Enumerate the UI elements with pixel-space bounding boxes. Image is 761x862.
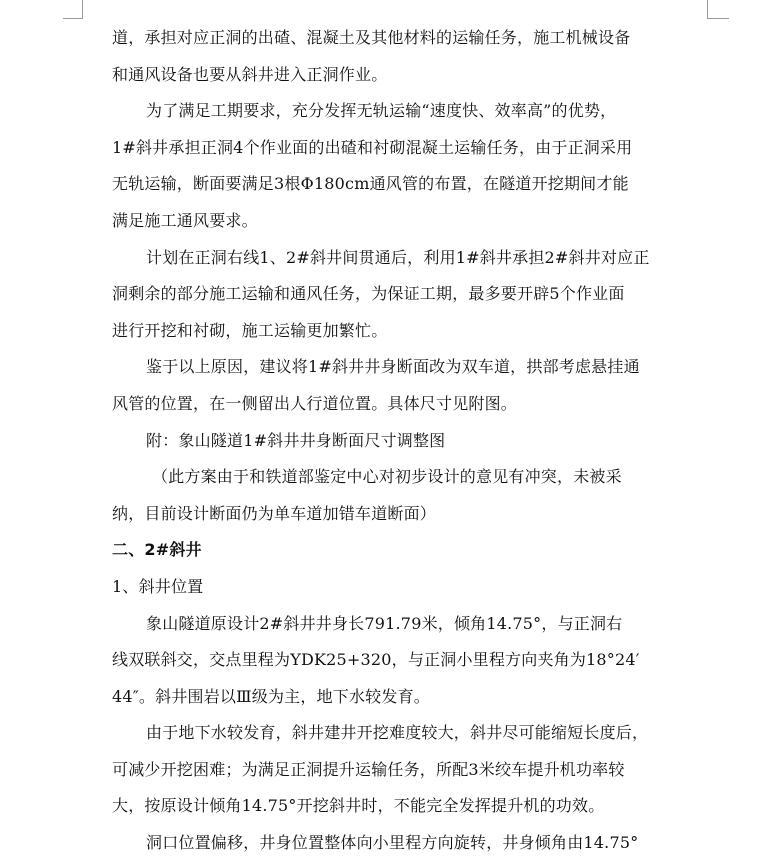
text-line: 洞剩余的部分施工运输和通风任务，为保证工期，最多要开辟5个作业面 [112, 284, 625, 304]
text-line: 计划在正洞右线1、2#斜井间贯通后，利用1#斜井承担2#斜井对应正 [146, 247, 650, 267]
text-line: 附：象山隧道1#斜井井身断面尺寸调整图 [146, 430, 446, 450]
section-heading: 二、2#斜井 [112, 540, 202, 560]
text-line: （此方案由于和铁道部鉴定中心对初步设计的意见有冲突，未被采 [152, 467, 622, 487]
crop-mark-top-right-vertical [707, 0, 708, 18]
text-line: 无轨运输，断面要满足3根Φ180cm通风管的布置，在隧道开挖期间才能 [112, 174, 629, 194]
text-line: 线双联斜交，交点里程为YDK25+320，与正洞小里程方向夹角为18°24′ [112, 650, 640, 670]
text-line: 44″。斜井围岩以Ⅲ级为主，地下水较发育。 [112, 686, 430, 706]
text-line: 和通风设备也要从斜井进入正洞作业。 [112, 64, 388, 84]
text-line: 1、斜井位置 [112, 576, 204, 596]
text-line: 由于地下水较发育，斜井建井开挖难度较大，斜井尽可能缩短长度后， [146, 723, 649, 743]
text-line: 纳，目前设计断面仍为单车道加错车道断面） [112, 503, 437, 523]
text-line: 风管的位置，在一侧留出人行道位置。具体尺寸见附图。 [112, 393, 518, 413]
text-line: 象山隧道原设计2#斜井井身长791.79米，倾角14.75°，与正洞右 [146, 613, 623, 633]
document-body [112, 20, 712, 862]
text-line: 进行开挖和衬砌，施工运输更加繁忙。 [112, 320, 388, 340]
crop-mark-top-left-horizontal [63, 18, 83, 19]
text-line: 1#斜井承担正洞4个作业面的出碴和衬砌混凝土运输任务，由于正洞采用 [112, 137, 633, 157]
text-line: 满足施工通风要求。 [112, 210, 258, 230]
text-line: 为了满足工期要求，充分发挥无轨运输“速度快、效率高”的优势， [146, 101, 617, 121]
text-line: 可减少开挖困难；为满足正洞提升运输任务，所配3米绞车提升机功率较 [112, 759, 625, 779]
crop-mark-top-right-horizontal [707, 18, 729, 19]
text-line: 洞口位置偏移，井身位置整体向小里程方向旋转，井身倾角由14.75° [146, 833, 639, 853]
crop-mark-top-left-vertical [82, 0, 83, 18]
text-line: 大，按原设计倾角14.75°开挖斜井时，不能完全发挥提升机的功效。 [112, 796, 605, 816]
text-line: 鉴于以上原因，建议将1#斜井井身断面改为双车道，拱部考虑悬挂通 [146, 357, 640, 377]
text-line: 道，承担对应正洞的出碴、混凝土及其他材料的运输任务，施工机械设备 [112, 28, 631, 47]
